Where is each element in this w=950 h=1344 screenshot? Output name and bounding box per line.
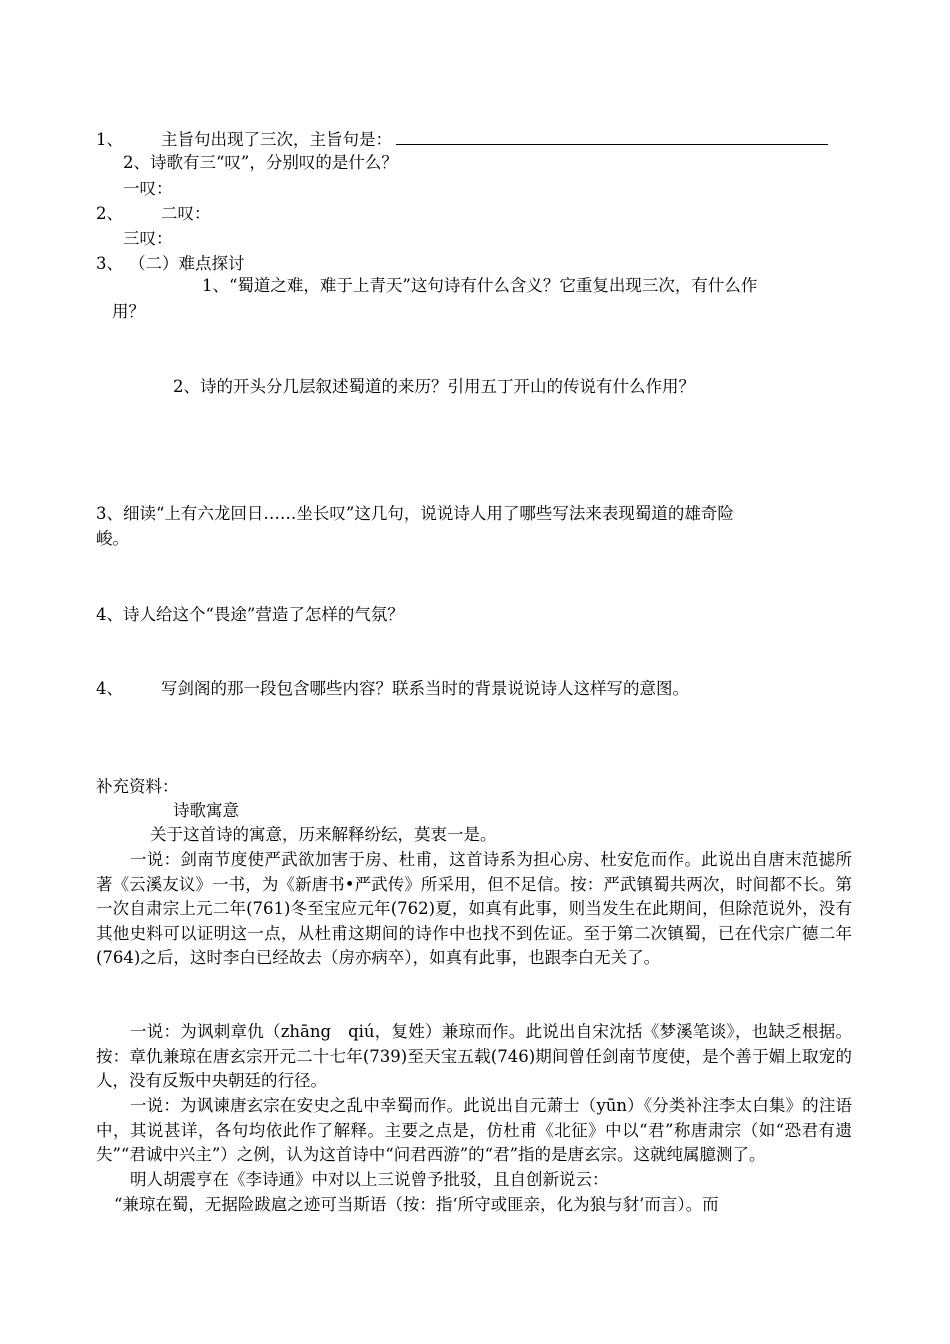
answer-san-tan: 三叹： [123,229,173,248]
supplement-heading: 补充资料： [96,777,179,796]
difficulty-4: 4、诗人给这个“畏途”营造了怎样的气氛？ [96,605,404,624]
difficulty-5-number: 4、 [96,679,123,698]
supplement-paragraph-1: 一说：剑南节度使严武欲加害于房、杜甫，这首诗系为担心房、杜安危而作。此说出自唐末范摅所著《云溪友议》一书，为《新唐书•严武传》所采用，但不足信。按：严武镇蜀共两次，时间都不长。第一次自肃宗上元二年(761)冬至宝应元年(762)夏，如真有此事，则当发生在此期间，但除范说外，没有其他史料可以证明这一点，从杜甫这期间的诗作中也找不到佐证。至于第二次镇蜀，已在代宗广德二年(764)之后，这时李白已经故去（房亦病卒），如真有此事，也跟李白无关了。 [96,850,852,968]
supplement-paragraph-5: “兼琼在蜀，无据险跋扈之迹可当斯语（按：指‘所守或匪亲，化为狼与豺’而言）。而 [114,1195,719,1214]
er-tan-number: 2、 [96,204,123,223]
question-1 [96,126,828,152]
supplement-intro: 关于这首诗的寓意，历来解释纷纭，莫衷一是。 [150,825,497,844]
difficulty-3-line-2: 峻。 [96,529,129,548]
er-tan-label: 二叹： [161,204,211,223]
section-title: （二）难点探讨 [129,254,245,273]
difficulty-3-line-1: 3、细读“上有六龙回日……坐长叹”这几句，说说诗人用了哪些写法来表现蜀道的雄奇险 [96,504,734,523]
difficulty-2: 2、诗的开头分几层叙述蜀道的来历？引用五丁开山的传说有什么作用？ [173,377,695,396]
supplement-paragraph-3: 一说：为讽谏唐玄宗在安史之乱中幸蜀而作。此说出自元萧士（yūn）《分类补注李太白集》的注语中，其说甚详，各句均依此作了解释。主要之点是，仿杜甫《北征》中以“君”称唐肃宗（如“恐君有遗失”“君诚中兴主”）之例，认为这首诗中“问君西游”的“君”指的是唐玄宗。这就纯属臆测了。 [96,1096,852,1165]
question-1-text: 主旨句出现了三次，主旨句是： [161,130,392,149]
section-heading [96,252,245,276]
supplement-paragraph-2: 一说：为讽刺章仇（zhāng qiú，复姓）兼琼而作。此说出自宋沈括《梦溪笔谈》，也缺乏根据。按：章仇兼琼在唐玄宗开元二十七年(739)至天宝五载(746)期间曾任剑南节度使，是个善于媚上取宠的人，没有反叛中央朝廷的行径。 [96,1022,852,1091]
question-1-number: 1、 [96,130,123,149]
supplement-subheading: 诗歌寓意 [173,801,239,820]
question-2: 2、诗歌有三“叹”，分别叹的是什么？ [123,153,398,172]
answer-blank-line [396,126,828,145]
difficulty-5 [96,677,689,701]
section-number: 3、 [96,254,123,273]
supplement-paragraph-4: 明人胡震亨在《李诗通》中对以上三说曾予批驳，且自创新说云： [130,1170,609,1189]
difficulty-1-line-1: 1、“蜀道之难，难于上青天”这句诗有什么含义？它重复出现三次，有什么作 [202,276,758,295]
difficulty-1-line-2: 用？ [112,302,145,321]
answer-yi-tan: 一叹： [123,179,173,198]
difficulty-5-text: 写剑阁的那一段包含哪些内容？联系当时的背景说说诗人这样写的意图。 [161,679,689,698]
answer-er-tan [96,202,211,226]
